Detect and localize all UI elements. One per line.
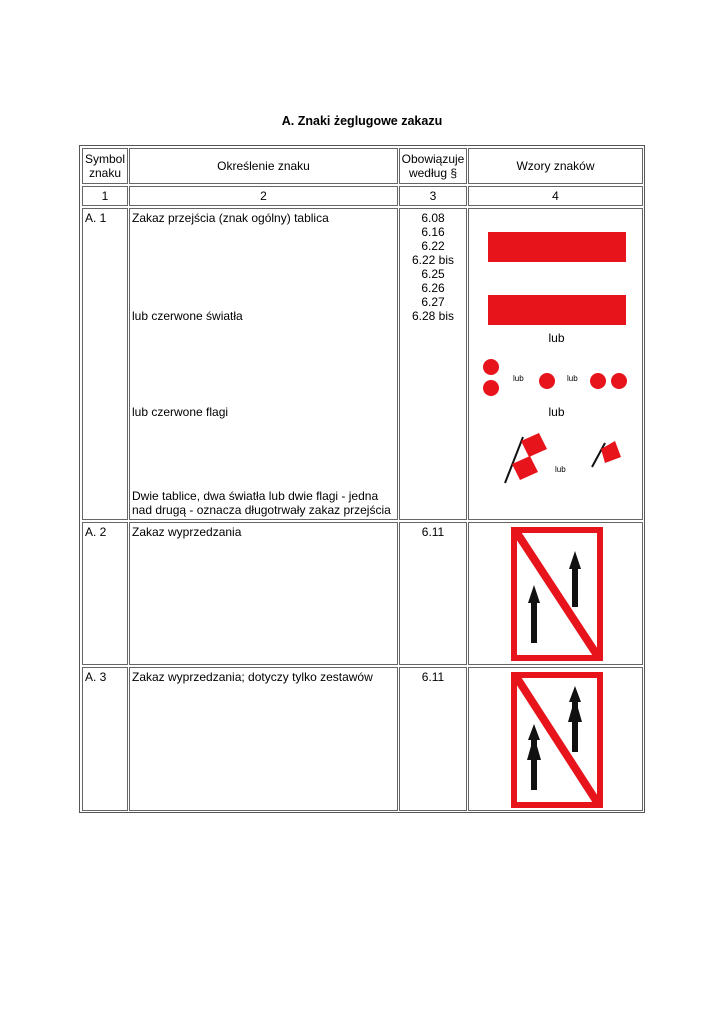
symbol-label: A. 3 [85,670,107,684]
row-a1-patterns [468,208,643,520]
page-title: A. Znaki żeglugowe zakazu [281,114,443,128]
header-symbol-label: Symbol znaku [84,152,125,180]
header-paragraph [399,148,467,184]
desc-long-term-line2: nad drugą - oznacza długotrwały zakaz przejścia [132,503,391,517]
number-cell-1 [82,186,128,206]
row-a1-paragraphs [399,208,467,520]
desc-flags: lub czerwone flagi [132,405,229,419]
number-label: 2 [260,189,267,203]
desc-long-term-line1: Dwie tablice, dwa światła lub dwie flagi - jedna [132,489,379,503]
row-a2-patterns [468,522,643,665]
row-a3-description [129,667,398,811]
header-patterns [468,148,643,184]
row-a3-symbol [82,667,128,811]
small-lub-label: lub [567,374,578,383]
number-cell-3 [399,186,467,206]
number-cell-4 [468,186,643,206]
small-lub-label: lub [513,374,524,383]
no-overtaking-sign-icon [511,527,603,661]
signs-table [79,145,645,813]
row-a1-description [129,208,398,520]
row-a1-symbol [82,208,128,520]
number-cell-2 [129,186,398,206]
small-lub-label: lub [555,465,566,474]
row-a2-symbol [82,522,128,665]
paragraph-item: 6.11 [421,670,445,684]
row-a3-paragraph [399,667,467,811]
red-white-red-board-icon [488,232,626,325]
desc-board: Zakaz przejścia (znak ogólny) tablica [132,211,329,225]
paragraph-item: 6.26 [421,281,445,295]
symbol-label: A. 2 [85,525,107,539]
header-patterns-label: Wzory znaków [516,159,595,173]
paragraph-item: 6.25 [421,267,445,281]
lub-label: lub [548,331,565,345]
paragraph-item: 6.28 bis [411,309,455,323]
red-lights-icon [481,357,631,401]
paragraph-item: 6.22 bis [411,253,455,267]
lub-label: lub [548,405,565,419]
number-label: 1 [101,189,109,203]
header-paragraph-label: Obowiązuje według § [401,152,465,180]
row-a2-paragraph [399,522,467,665]
header-description-label: Określenie znaku [217,159,310,173]
row-a2-description [129,522,398,665]
desc-label: Zakaz wyprzedzania [132,525,242,539]
paragraph-item: 6.11 [421,525,445,539]
paragraph-item: 6.27 [421,295,445,309]
number-label: 3 [429,189,437,203]
desc-lights: lub czerwone światła [132,309,243,323]
number-label: 4 [552,189,559,203]
header-description [129,148,398,184]
paragraph-item: 6.08 [421,211,445,225]
no-overtaking-convoys-sign-icon [511,672,603,808]
header-symbol [82,148,128,184]
paragraph-item: 6.22 [421,239,445,253]
symbol-label: A. 1 [85,211,107,225]
paragraph-item: 6.16 [421,225,445,239]
row-a3-patterns [468,667,643,811]
desc-label: Zakaz wyprzedzania; dotyczy tylko zestawów [132,670,373,684]
